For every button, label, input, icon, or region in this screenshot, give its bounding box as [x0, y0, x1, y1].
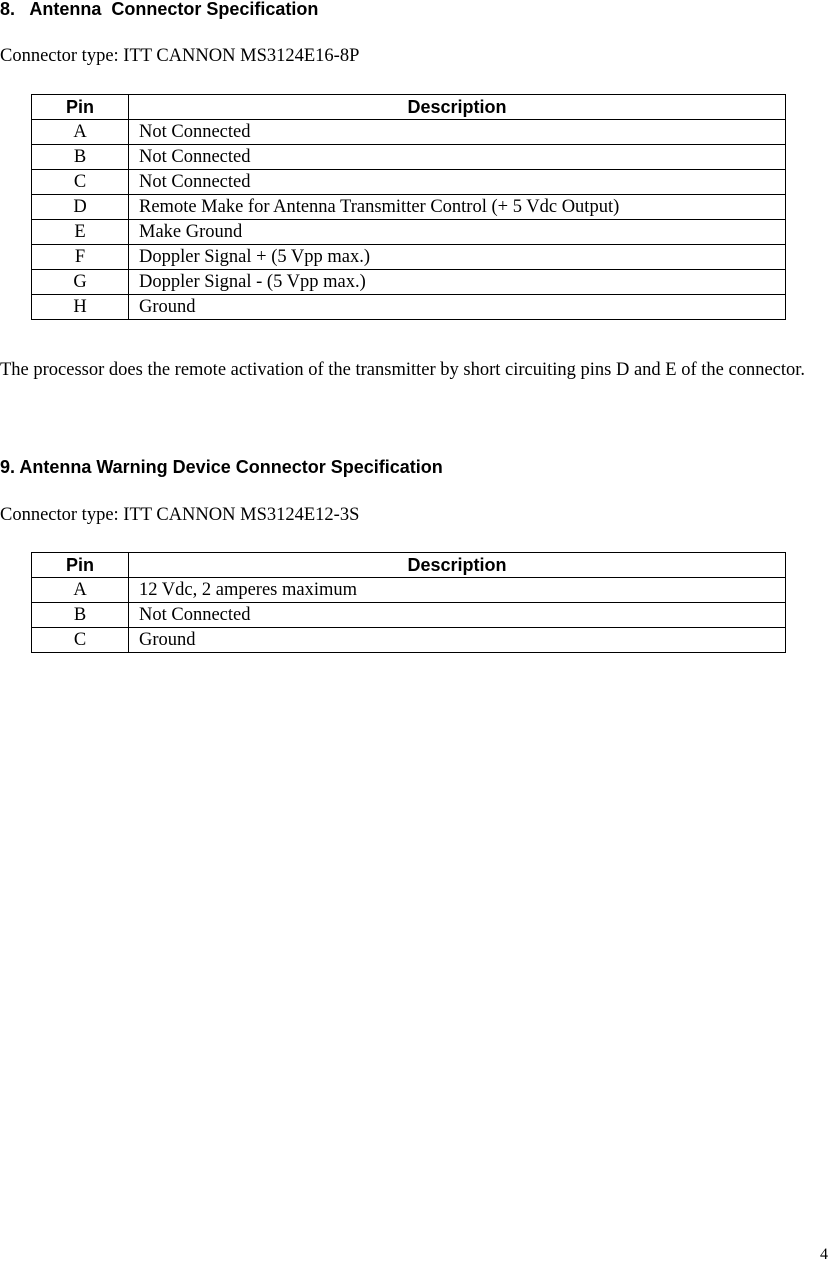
description-cell: Not Connected	[129, 603, 786, 628]
header-pin: Pin	[32, 95, 129, 120]
table-row	[32, 295, 786, 320]
table-row	[32, 145, 786, 170]
pin-cell: A	[32, 120, 129, 145]
description-cell: 12 Vdc, 2 amperes maximum	[129, 578, 786, 603]
warning-device-connector-table	[31, 552, 786, 653]
header-description: Description	[129, 95, 786, 120]
description-cell: Ground	[129, 295, 786, 320]
section-9-title: 9. Antenna Warning Device Connector Specification	[0, 457, 443, 477]
table-row	[32, 603, 786, 628]
description-cell: Doppler Signal - (5 Vpp max.)	[129, 270, 786, 295]
description-cell: Not Connected	[129, 170, 786, 195]
pin-cell: E	[32, 220, 129, 245]
pin-cell: B	[32, 145, 129, 170]
description-cell: Ground	[129, 628, 786, 653]
description-cell: Remote Make for Antenna Transmitter Control (+ 5 Vdc Output)	[129, 195, 786, 220]
pin-cell: B	[32, 603, 129, 628]
pin-cell: H	[32, 295, 129, 320]
section-9-connector-type: Connector type: ITT CANNON MS3124E12-3S	[0, 505, 360, 525]
description-cell: Doppler Signal + (5 Vpp max.)	[129, 245, 786, 270]
description-cell: Not Connected	[129, 120, 786, 145]
header-description: Description	[129, 553, 786, 578]
pin-cell: C	[32, 170, 129, 195]
table-row	[32, 270, 786, 295]
table-row	[32, 120, 786, 145]
table-row	[32, 170, 786, 195]
description-cell: Make Ground	[129, 220, 786, 245]
section-8-title: 8. Antenna Connector Specification	[0, 0, 319, 19]
table-row	[32, 245, 786, 270]
pin-cell: D	[32, 195, 129, 220]
page-number: 4	[820, 1246, 828, 1263]
header-pin: Pin	[32, 553, 129, 578]
section-8-connector-type: Connector type: ITT CANNON MS3124E16-8P	[0, 46, 360, 66]
section-8-note: The processor does the remote activation of the transmitter by short circuiting pins D and E of the connector.	[0, 360, 806, 380]
pin-cell: C	[32, 628, 129, 653]
table-header-row	[32, 553, 786, 578]
table-header-row	[32, 95, 786, 120]
pin-cell: A	[32, 578, 129, 603]
table-row	[32, 220, 786, 245]
pin-cell: G	[32, 270, 129, 295]
pin-cell: F	[32, 245, 129, 270]
table-row	[32, 578, 786, 603]
antenna-connector-table	[31, 94, 786, 320]
table-row	[32, 628, 786, 653]
description-cell: Not Connected	[129, 145, 786, 170]
table-row	[32, 195, 786, 220]
